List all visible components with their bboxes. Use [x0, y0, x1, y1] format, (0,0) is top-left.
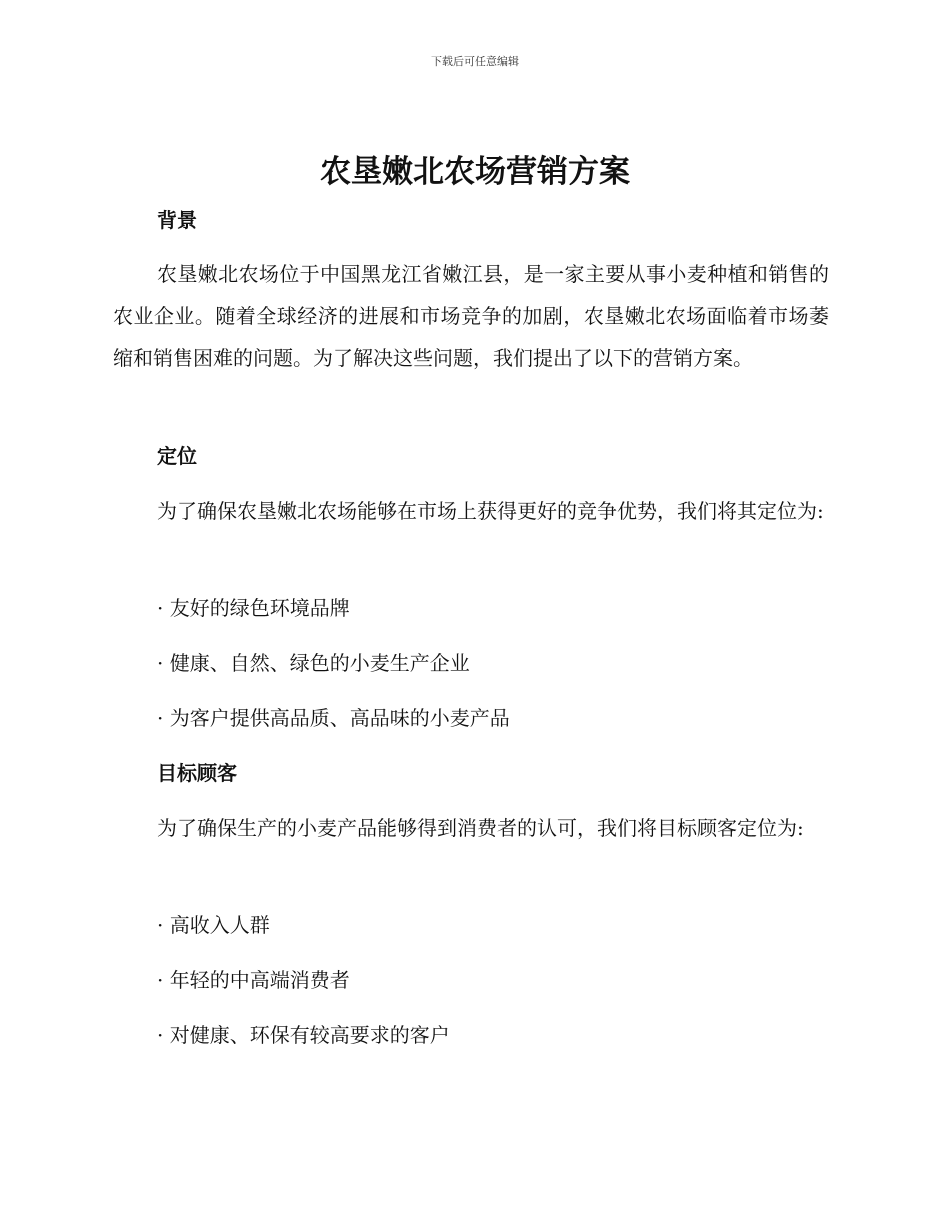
target-customers-list-item: · 对健康、环保有较高要求的客户 [157, 1023, 450, 1047]
section-heading-positioning: 定位 [157, 444, 197, 468]
positioning-list-item: · 为客户提供高品质、高品味的小麦产品 [157, 706, 510, 730]
document-title: 农垦嫩北农场营销方案 [320, 154, 630, 190]
target-customers-paragraph: 为了确保生产的小麦产品能够得到消费者的认可，我们将目标顾客定位为: [157, 816, 804, 840]
section-heading-background: 背景 [157, 208, 197, 232]
positioning-list-item: · 健康、自然、绿色的小麦生产企业 [157, 651, 470, 675]
section-heading-target-customers: 目标顾客 [157, 761, 237, 785]
target-customers-list-item: · 高收入人群 [157, 913, 270, 937]
positioning-list-item: · 友好的绿色环境品牌 [157, 596, 350, 620]
page-header-note: 下载后可任意编辑 [431, 55, 519, 68]
positioning-paragraph: 为了确保农垦嫩北农场能够在市场上获得更好的竞争优势，我们将其定位为: [157, 499, 824, 523]
background-paragraph: 农垦嫩北农场位于中国黑龙江省嫩江县，是一家主要从事小麦种植和销售的农业企业。随着全球经济的进展和市场竞争的加剧，农垦嫩北农场面临着市场萎缩和销售困难的问题。为了解决这些问题，我们提出了以下的营销方案。 [113, 262, 829, 370]
target-customers-list-item: · 年轻的中高端消费者 [157, 968, 350, 992]
